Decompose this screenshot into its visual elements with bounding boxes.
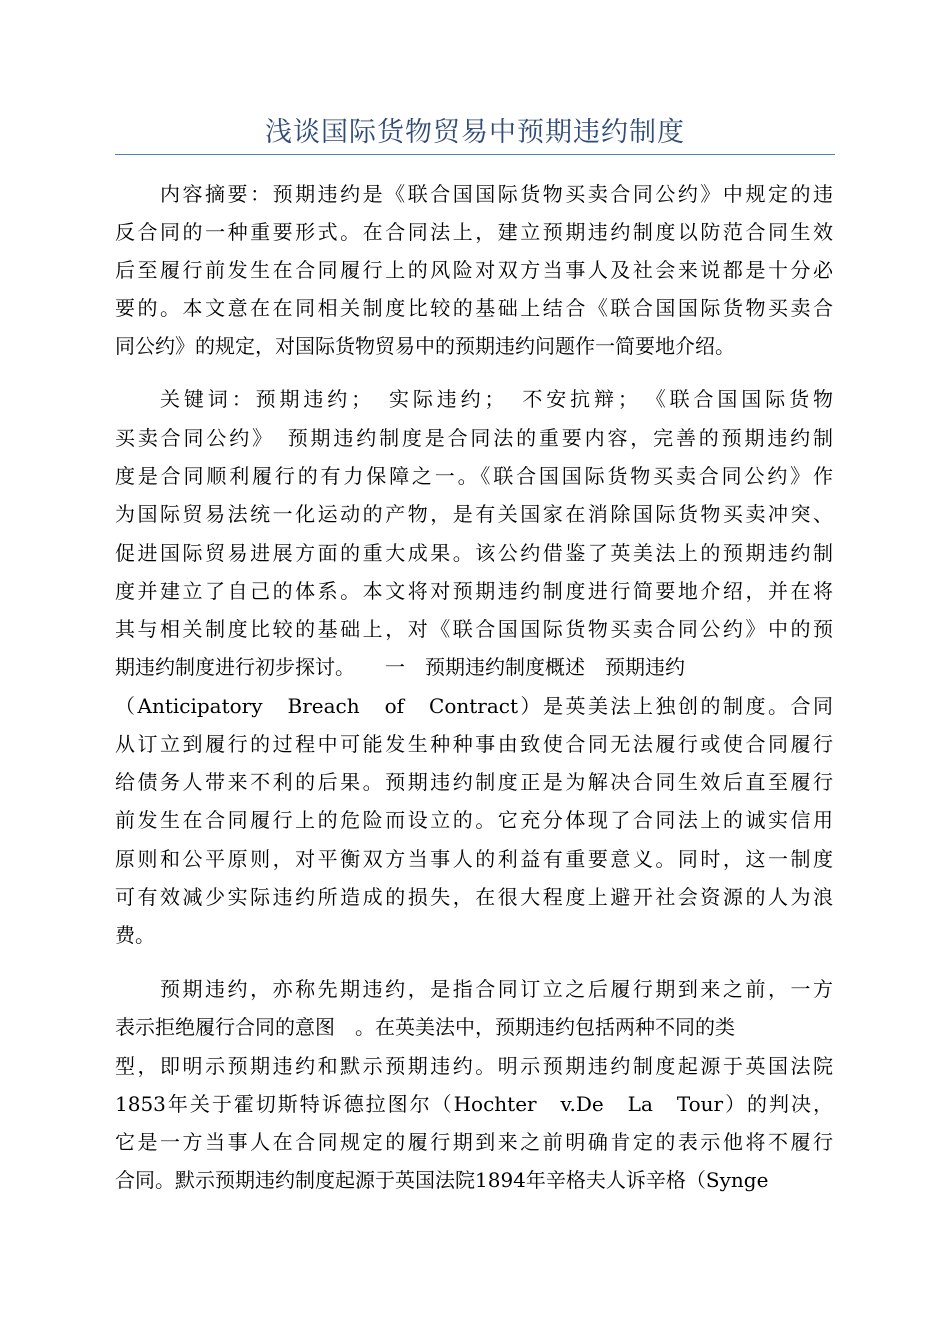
text-line: 内容摘要：预期违约是《联合国国际货物买卖合同公约》中规定的违 (160, 182, 833, 206)
document-title: 浅谈国际货物贸易中预期违约制度 (265, 117, 685, 148)
text-line: 从订立到履行的过程中可能发生种种事由致使合同无法履行或使合同履行 (115, 732, 833, 756)
text-line: 合同。默示预期违约制度起源于英国法院1894年辛格夫人诉辛格（Synge (115, 1168, 769, 1192)
text-line: 反合同的一种重要形式。在合同法上，建立预期违约制度以防范合同生效 (115, 220, 833, 244)
text-line: 度并建立了自己的体系。本文将对预期违约制度进行简要地介绍，并在将 (115, 579, 833, 603)
text-line: 为国际贸易法统一化运动的产物，是有关国家在消除国际货物买卖冲突、 (115, 502, 833, 526)
text-line: 表示拒绝履行合同的意图 。在英美法中，预期违约包括两种不同的类 (115, 1015, 735, 1039)
text-line: 前发生在合同履行上的危险而设立的。它充分体现了合同法上的诚实信用 (115, 808, 833, 832)
text-line: 后至履行前发生在合同履行上的风险对双方当事人及社会来说都是十分必 (115, 258, 833, 282)
text-line: 原则和公平原则，对平衡双方当事人的利益有重要意义。同时，这一制度 (115, 847, 833, 871)
text-line: 型，即明示预期违约和默示预期违约。明示预期违约制度起源于英国法院 (115, 1054, 833, 1078)
text-line: （Anticipatory Breach of Contract）是英美法上独创的制度。合同 (115, 694, 833, 718)
title-underline (115, 154, 835, 155)
text-line: 它是一方当事人在合同规定的履行期到来之前明确肯定的表示他将不履行 (115, 1130, 833, 1154)
text-line: 1853年关于霍切斯特诉德拉图尔（Hochter v.De La Tour）的判决， (115, 1092, 833, 1116)
text-line: 期违约制度进行初步探讨。 一 预期违约制度概述 预期违约 (115, 655, 685, 679)
text-line: 促进国际贸易进展方面的重大成果。该公约借鉴了英美法上的预期违约制 (115, 541, 833, 565)
text-line: 要的。本文意在在同相关制度比较的基础上结合《联合国国际货物买卖合 (115, 296, 833, 320)
text-line: 可有效减少实际违约所造成的损失，在很大程度上避开社会资源的人为浪 (115, 885, 833, 909)
text-line: 同公约》的规定，对国际货物贸易中的预期违约问题作一简要地介绍。 (115, 334, 735, 358)
text-line: 预期违约，亦称先期违约，是指合同订立之后履行期到来之前，一方 (160, 977, 833, 1001)
text-line: 给债务人带来不利的后果。预期违约制度正是为解决合同生效后直至履行 (115, 770, 833, 794)
text-line: 费。 (115, 923, 155, 947)
text-line: 买卖合同公约》 预期违约制度是合同法的重要内容，完善的预期违约制 (115, 426, 833, 450)
text-line: 其与相关制度比较的基础上，对《联合国国际货物买卖合同公约》中的预 (115, 617, 833, 641)
text-line: 度是合同顺利履行的有力保障之一。《联合国国际货物买卖合同公约》作 (115, 464, 833, 488)
text-line: 关键词：预期违约； 实际违约； 不安抗辩； 《联合国国际货物 (160, 387, 833, 411)
